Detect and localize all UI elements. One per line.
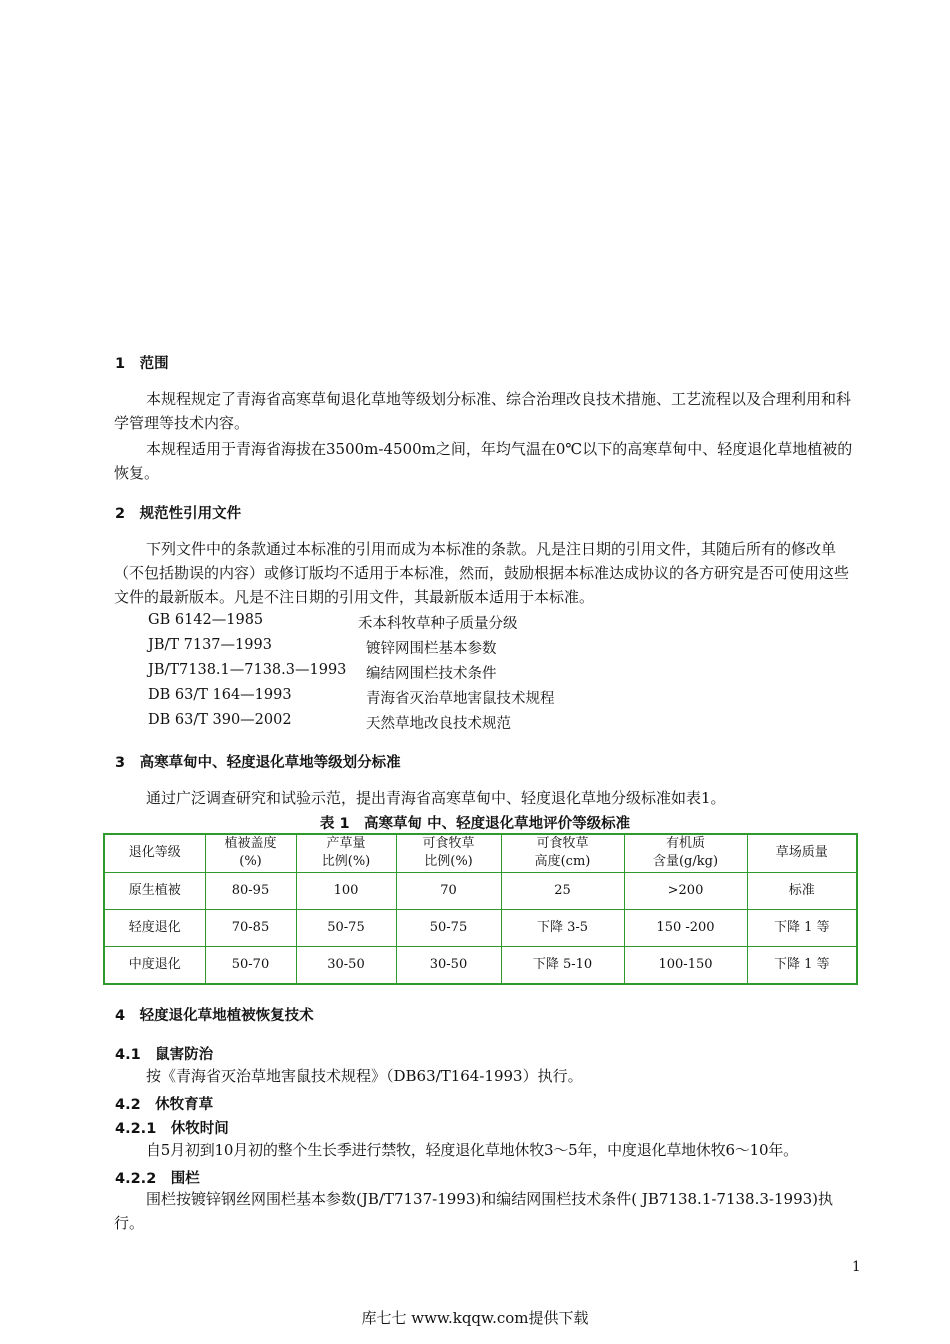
section-1-paragraph-1: 本规程规定了青海省高寒草甸退化草地等级划分标准、综合治理改良技术措施、工艺流程以及合理利用和科学管理等技术内容。 [114,390,852,432]
section-4-2-1-heading: 4.2.1 休牧时间 [115,1121,229,1137]
header-cell: 植被盖度 (%) [205,834,296,872]
reference-title: 禾本科牧草种子质量分级 [358,616,518,632]
table-cell: 30-50 [396,946,501,984]
reference-code: JB/T 7137—1993 [148,637,272,653]
table-cell: 70-85 [205,909,296,946]
table-cell: 原生植被 [104,872,205,909]
reference-title: 编结网围栏技术条件 [366,666,497,682]
section-4-1-heading: 4.1 鼠害防治 [115,1047,214,1063]
header-cell: 有机质 含量(g/kg) [624,834,747,872]
table-cell: 30-50 [296,946,396,984]
reference-code: DB 63/T 164—1993 [148,687,292,703]
page-number: 1 [852,1259,861,1275]
table-row [104,909,857,946]
section-4-2-2-paragraph: 围栏按镀锌钢丝网围栏基本参数(JB/T7137-1993)和编结网围栏技术条件( JB7138.1-7138.3-1993)执行。 [114,1190,834,1232]
reference-title: 天然草地改良技术规范 [366,716,511,732]
section-4-2-1-paragraph: 自5月初到10月初的整个生长季进行禁牧，轻度退化草地休牧3～5年，中度退化草地休牧6～10年。 [146,1141,798,1159]
table-header-row [104,834,857,872]
table-cell: 50-75 [296,909,396,946]
table-cell: 50-75 [396,909,501,946]
section-4-heading: 4 轻度退化草地植被恢复技术 [115,1008,314,1024]
section-2-heading: 2 规范性引用文件 [115,506,242,522]
section-4-2-2-heading: 4.2.2 围栏 [115,1171,200,1187]
reference-title: 青海省灭治草地害鼠技术规程 [366,691,555,707]
table-cell: 100 [296,872,396,909]
table-cell: 25 [501,872,624,909]
table-cell: 80-95 [205,872,296,909]
table-cell: 下降 1 等 [747,909,857,946]
table-cell: 70 [396,872,501,909]
table-cell: >200 [624,872,747,909]
reference-code: DB 63/T 390—2002 [148,712,292,728]
table-row [104,946,857,984]
section-3-paragraph: 通过广泛调查研究和试验示范，提出青海省高寒草甸中、轻度退化草地分级标准如表1。 [146,789,726,807]
grading-table [103,833,858,985]
table-caption: 表 1 高寒草甸 中、轻度退化草地评价等级标准 [319,816,631,832]
header-cell: 可食牧草 比例(%) [396,834,501,872]
section-3-heading: 3 高寒草甸中、轻度退化草地等级划分标准 [115,755,401,771]
section-4-2-heading: 4.2 休牧育草 [115,1097,214,1113]
header-cell: 产草量 比例(%) [296,834,396,872]
reference-code: JB/T7138.1—7138.3—1993 [148,662,347,678]
header-cell: 可食牧草 高度(cm) [501,834,624,872]
table-cell: 下降 5-10 [501,946,624,984]
table-cell: 下降 3-5 [501,909,624,946]
table-cell: 下降 1 等 [747,946,857,984]
section-1-heading: 1 范围 [115,356,169,372]
table-cell: 标准 [747,872,857,909]
header-cell: 退化等级 [104,834,205,872]
table-cell: 150 -200 [624,909,747,946]
reference-title: 镀锌网围栏基本参数 [366,641,497,657]
reference-code: GB 6142—1985 [148,612,264,628]
table-cell: 轻度退化 [104,909,205,946]
download-footer: 库七七 www.kqqw.com提供下载 [361,1309,589,1327]
section-1-paragraph-2: 本规程适用于青海省海拔在3500m-4500m之间，年均气温在0℃以下的高寒草甸中、轻度退化草地植被的恢复。 [114,440,853,482]
table-cell: 中度退化 [104,946,205,984]
table-row [104,872,857,909]
header-cell: 草场质量 [747,834,857,872]
table-cell: 100-150 [624,946,747,984]
table-cell: 50-70 [205,946,296,984]
section-4-1-paragraph: 按《青海省灭治草地害鼠技术规程》（DB63/T164-1993）执行。 [146,1067,583,1085]
section-2-paragraph: 下列文件中的条款通过本标准的引用而成为本标准的条款。凡是注日期的引用文件，其随后所有的修改单（不包括勘误的内容）或修订版均不适用于本标准，然而，鼓励根据本标准达成协议的各方研究是否可使用这些文件的最新版本。凡是不注日期的引用文件，其最新版本适用于本标准。 [114,540,850,606]
